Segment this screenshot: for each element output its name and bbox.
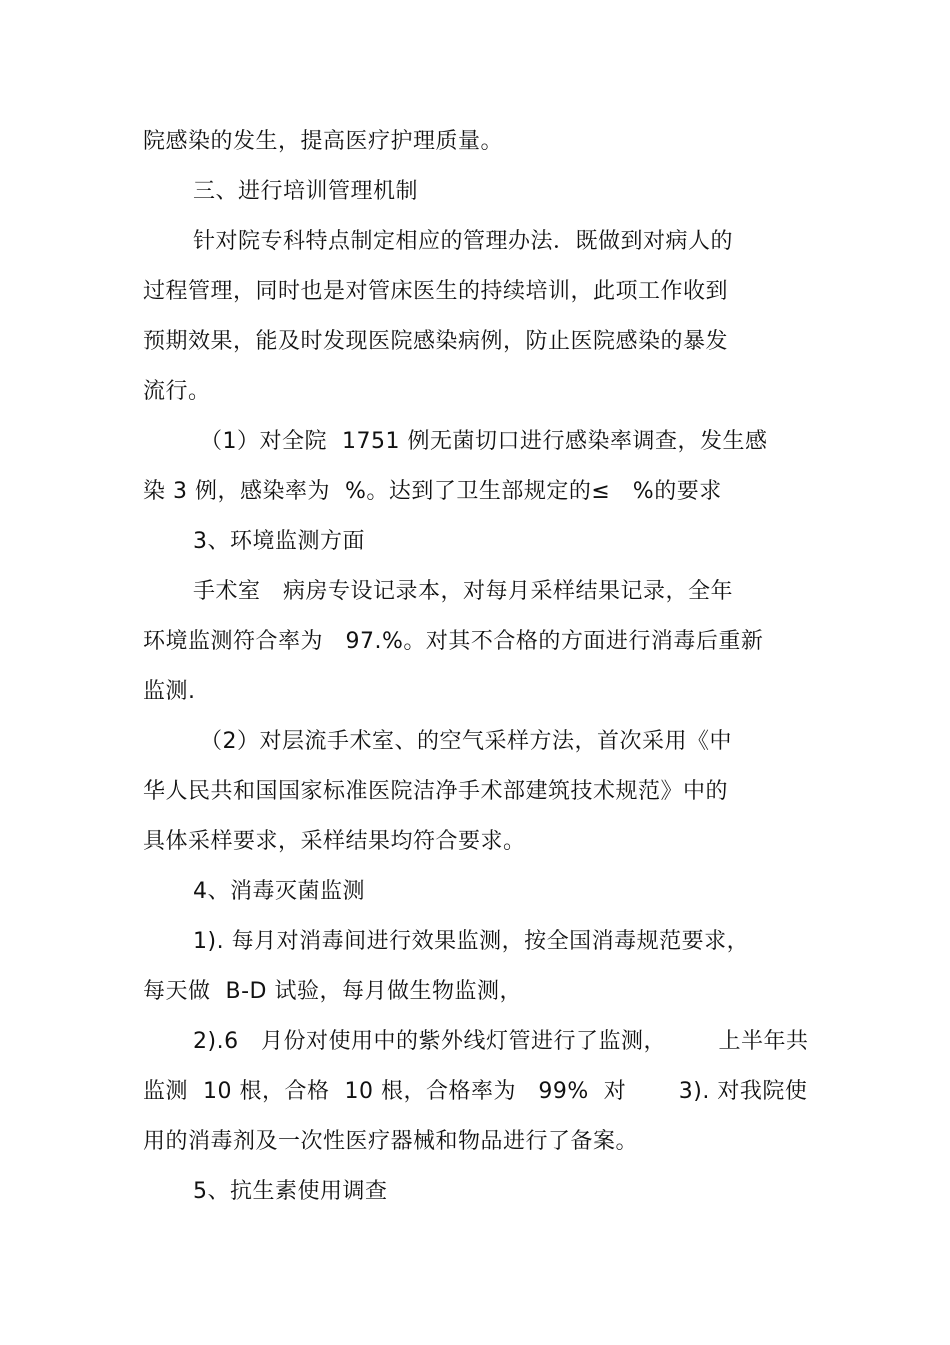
- text-line: （1）对全院 1751 例无菌切口进行感染率调查，发生感: [200, 429, 768, 454]
- section-heading: 3、环境监测方面: [193, 529, 365, 554]
- text-line: 每天做 B-D 试验，每月做生物监测，: [143, 979, 522, 1004]
- text-line: 过程管理，同时也是对管床医生的持续培训，此项工作收到: [143, 279, 729, 304]
- text-line: 华人民共和国国家标准医院洁净手术部建筑技术规范》中的: [143, 779, 729, 804]
- section-heading: 5、抗生素使用调查: [193, 1179, 388, 1204]
- text-line: 手术室 病房专设记录本，对每月采样结果记录，全年: [193, 579, 733, 604]
- text-line: 1). 每月对消毒间进行效果监测，按全国消毒规范要求，: [193, 929, 750, 954]
- text-line: 用的消毒剂及一次性医疗器械和物品进行了备案。: [143, 1129, 639, 1154]
- text-line: （2）对层流手术室、的空气采样方法，首次采用《中: [200, 729, 732, 754]
- section-heading: 4、消毒灭菌监测: [193, 879, 365, 904]
- text-line: 具体采样要求，采样结果均符合要求。: [143, 829, 526, 854]
- text-line: 针对院专科特点制定相应的管理办法．既做到对病人的: [193, 229, 734, 254]
- text-line: 2).6 月份对使用中的紫外线灯管进行了监测， 上半年共: [193, 1029, 809, 1054]
- text-line: 环境监测符合率为 97.%。对其不合格的方面进行消毒后重新: [143, 629, 764, 654]
- section-heading: 三、进行培训管理机制: [193, 179, 419, 204]
- text-line: 预期效果，能及时发现医院感染病例，防止医院感染的暴发: [143, 329, 729, 354]
- text-line: 染 3 例，感染率为 %。达到了卫生部规定的≤ %的要求: [143, 479, 722, 504]
- text-line: 流行。: [143, 379, 211, 404]
- text-line: 监测 10 根，合格 10 根，合格率为 99% 对 3). 对我院使: [143, 1079, 808, 1104]
- text-line: 院感染的发生，提高医疗护理质量。: [143, 129, 504, 154]
- text-line: 监测.: [143, 679, 196, 704]
